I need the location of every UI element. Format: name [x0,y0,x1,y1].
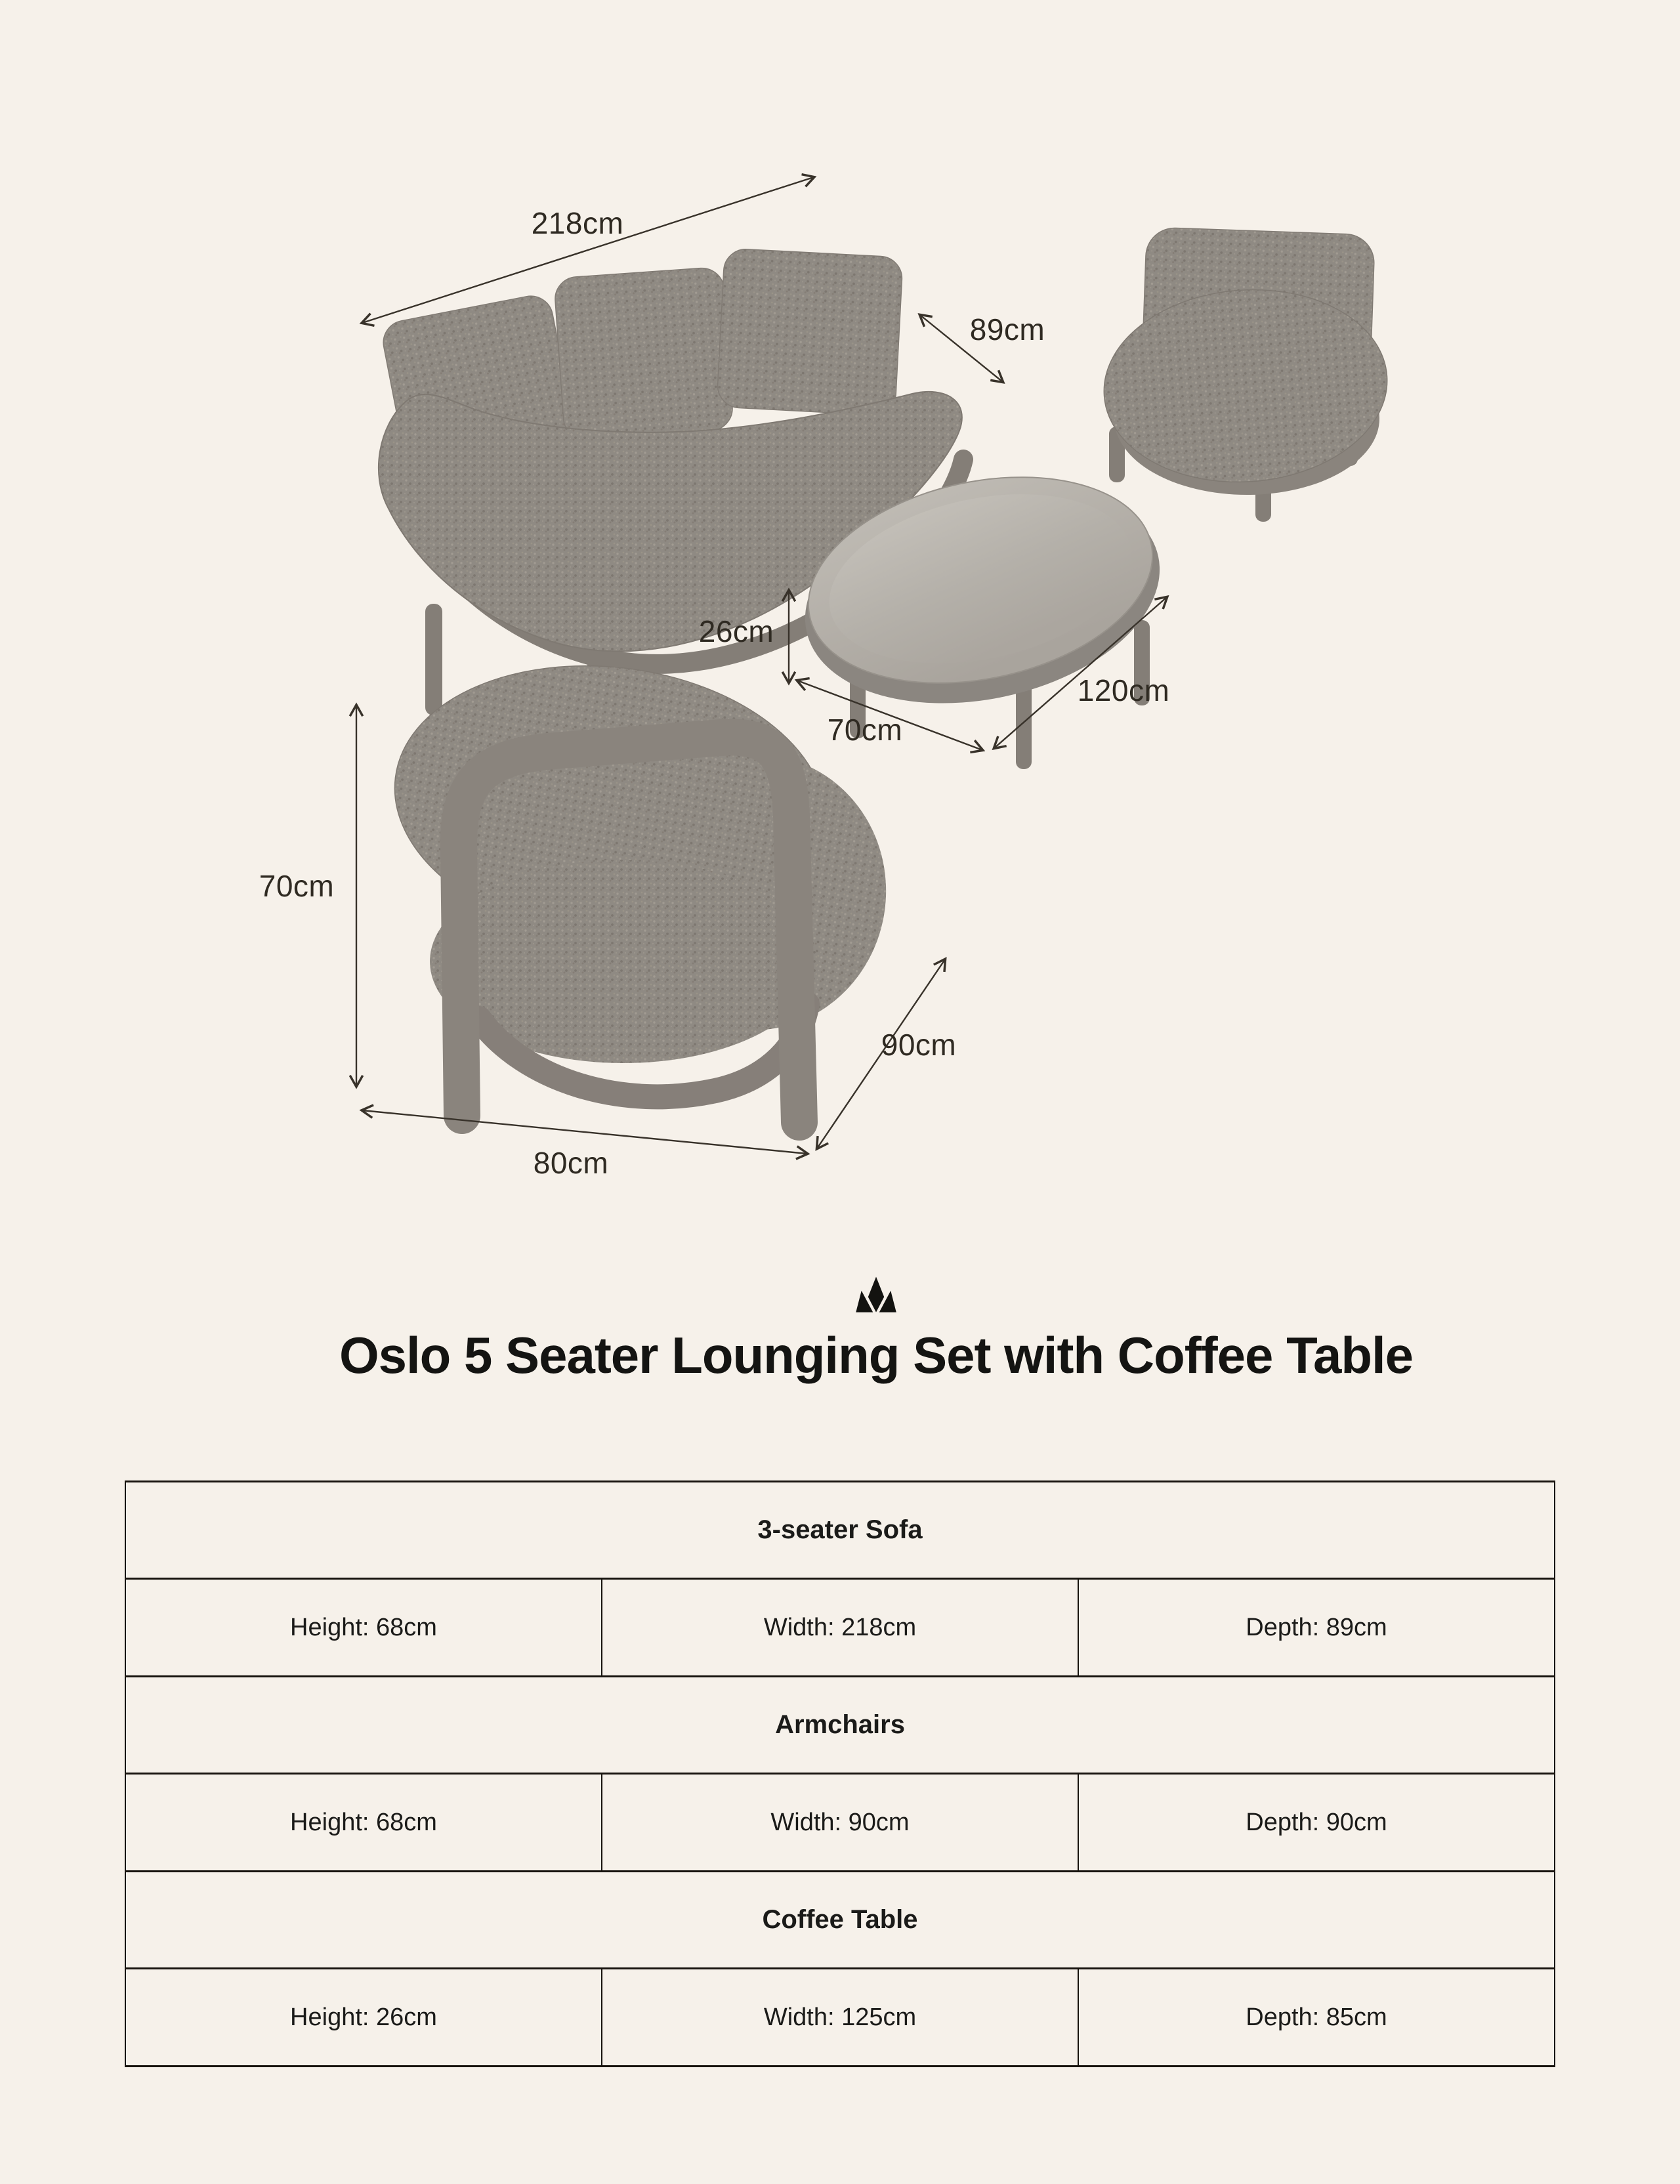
spec-table [125,1480,1555,2067]
spec-cell-table-width: Width: 125cm [602,1969,1078,2067]
spec-section-header-row [125,1872,1555,1969]
spec-cell-armchair-width: Width: 90cm [602,1774,1078,1872]
brand-logo [853,1276,899,1312]
spec-cell-armchair-depth: Depth: 90cm [1078,1774,1555,1872]
spec-section-heading-armchairs: Armchairs [125,1677,1555,1774]
dimension-label-armchair-depth: 90cm [881,1028,957,1062]
dimension-label-armchair-height: 70cm [259,869,335,903]
crown-icon [853,1276,899,1312]
table-row [125,1579,1555,1677]
spec-section-heading-coffee-table: Coffee Table [125,1872,1555,1969]
spec-section-header-row [125,1482,1555,1579]
spec-cell-sofa-height: Height: 68cm [125,1579,602,1677]
spec-section-header-row [125,1677,1555,1774]
page-title: Oslo 5 Seater Lounging Set with Coffee Table [339,1326,1414,1384]
armchair-front-illustration [1097,227,1393,522]
dimension-label-sofa-width: 218cm [531,206,624,240]
spec-cell-armchair-height: Height: 68cm [125,1774,602,1872]
table-row [125,1774,1555,1872]
dimension-label-table-length: 120cm [1077,673,1170,707]
armchair-back-illustration [379,642,902,1122]
dimension-label-table-width: 70cm [827,713,903,747]
spec-cell-table-height: Height: 26cm [125,1969,602,2067]
dimension-label-sofa-depth: 89cm [969,312,1045,346]
spec-cell-sofa-depth: Depth: 89cm [1078,1579,1555,1677]
spec-cell-table-depth: Depth: 85cm [1078,1969,1555,2067]
dimension-label-table-height: 26cm [698,614,774,648]
spec-cell-sofa-width: Width: 218cm [602,1579,1078,1677]
spec-section-heading-sofa: 3-seater Sofa [125,1482,1555,1579]
table-row [125,1969,1555,2067]
dimension-label-armchair-width: 80cm [533,1146,609,1180]
